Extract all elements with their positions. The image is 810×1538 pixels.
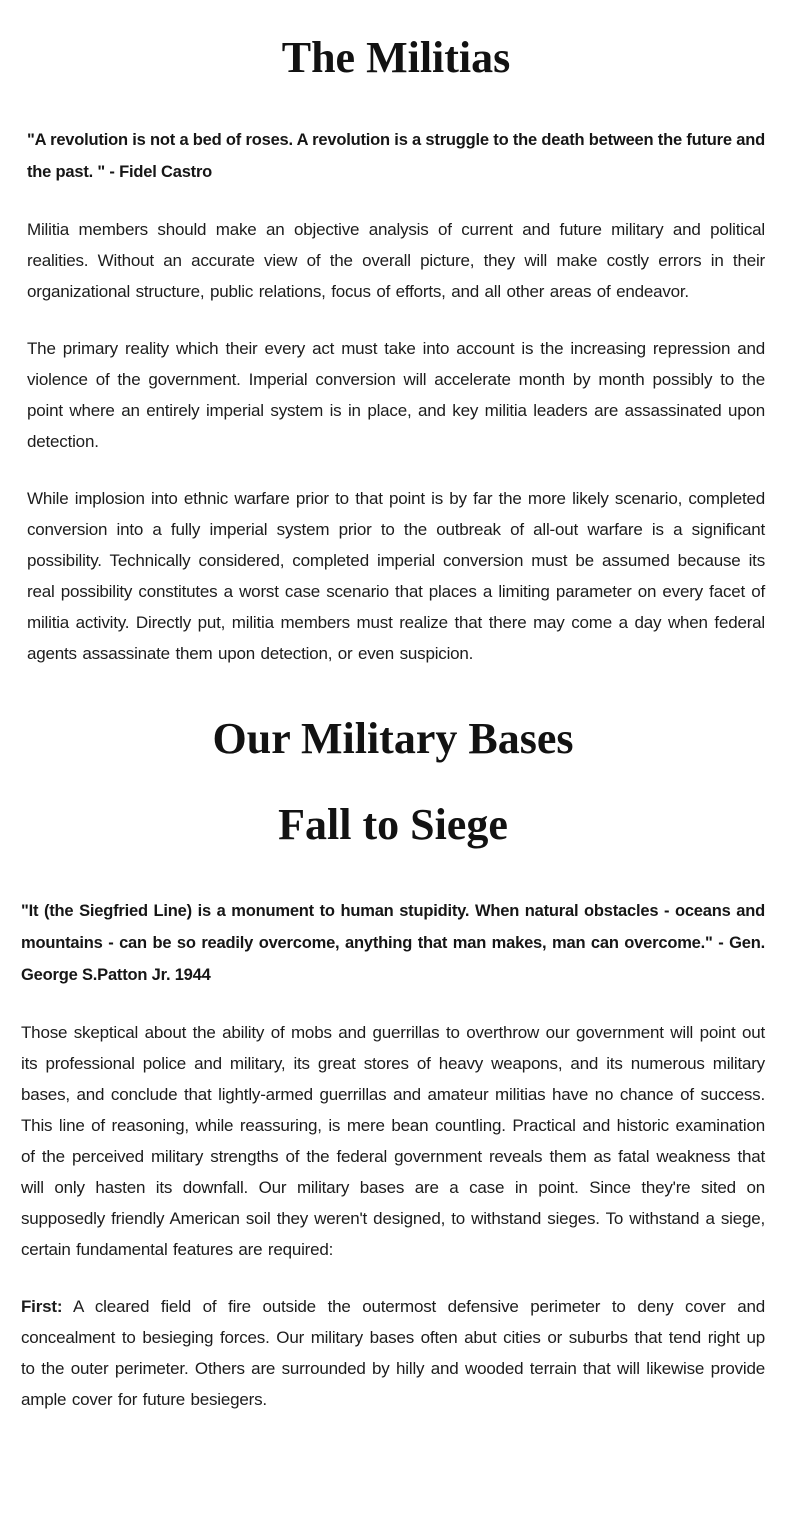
section-heading-line1: Our Military Bases: [212, 714, 574, 763]
paragraph: The primary reality which their every act must take into account is the increasing repression and violence of the government. Imperial conversion will accelerate month by month possibly to the point where an entirely imperial system is in place, and key militia leaders are assassinated upon detection.: [27, 339, 765, 451]
section-military-bases: [0, 714, 810, 1415]
section-the-militias: [0, 0, 810, 669]
first-text: A cleared field of fire outside the outermost defensive perimeter to deny cover and concealment to besieging forces. Our military bases often abut cities or suburbs that tend right up to the outer perimeter. Others are surrounded by hilly and wooded terrain that will likewise provide ample cover for future besiegers.: [21, 1297, 765, 1409]
paragraph: Militia members should make an objective analysis of current and future military and political realities. Without an accurate view of the overall picture, they will make costly errors in their organizational structure, public relations, focus of efforts, and all other areas of endeavor.: [27, 220, 765, 301]
paragraph: Those skeptical about the ability of mobs and guerrillas to overthrow our government will point out its professional police and military, its great stores of heavy weapons, and its numerous military bases, and conclude that lightly-armed guerrillas and amateur militias have no chance of success. This line of reasoning, while reassuring, is mere bean countling. Practical and historic examination of the perceived military strengths of the federal government reveals them as fatal weakness that will only hasten its downfall. Our military bases are a case in point. Since they're sited on supposedly friendly American soil they weren't designed, to withstand sieges. To withstand a siege, certain fundamental features are required:: [21, 1023, 765, 1259]
section-heading-line2: Fall to Siege: [278, 800, 508, 849]
paragraph: While implosion into ethnic warfare prior to that point is by far the more likely scenario, completed conversion into a fully imperial system prior to the outbreak of all-out warfare is a significant possibility. Technically considered, completed imperial conversion must be assumed because its real possibility constitutes a worst case scenario that places a limiting parameter on every facet of militia activity. Directly put, militia members must realize that there may come a day when federal agents assassinate them upon detection, or even suspicion.: [27, 489, 765, 663]
first-label: First:: [21, 1297, 63, 1316]
castro-quote: "A revolution is not a bed of roses. A revolution is a struggle to the death between the future and the past. " - Fidel Castro: [27, 131, 765, 181]
first-requirement-paragraph: [21, 1291, 765, 1415]
page-title: The Militias: [281, 33, 511, 82]
patton-quote: "It (the Siegfried Line) is a monument to human stupidity. When natural obstacles - oceans and mountains - can be so readily overcome, anything that man makes, man can overcome." - Gen. George S.Patton Jr. 1944: [21, 902, 765, 984]
